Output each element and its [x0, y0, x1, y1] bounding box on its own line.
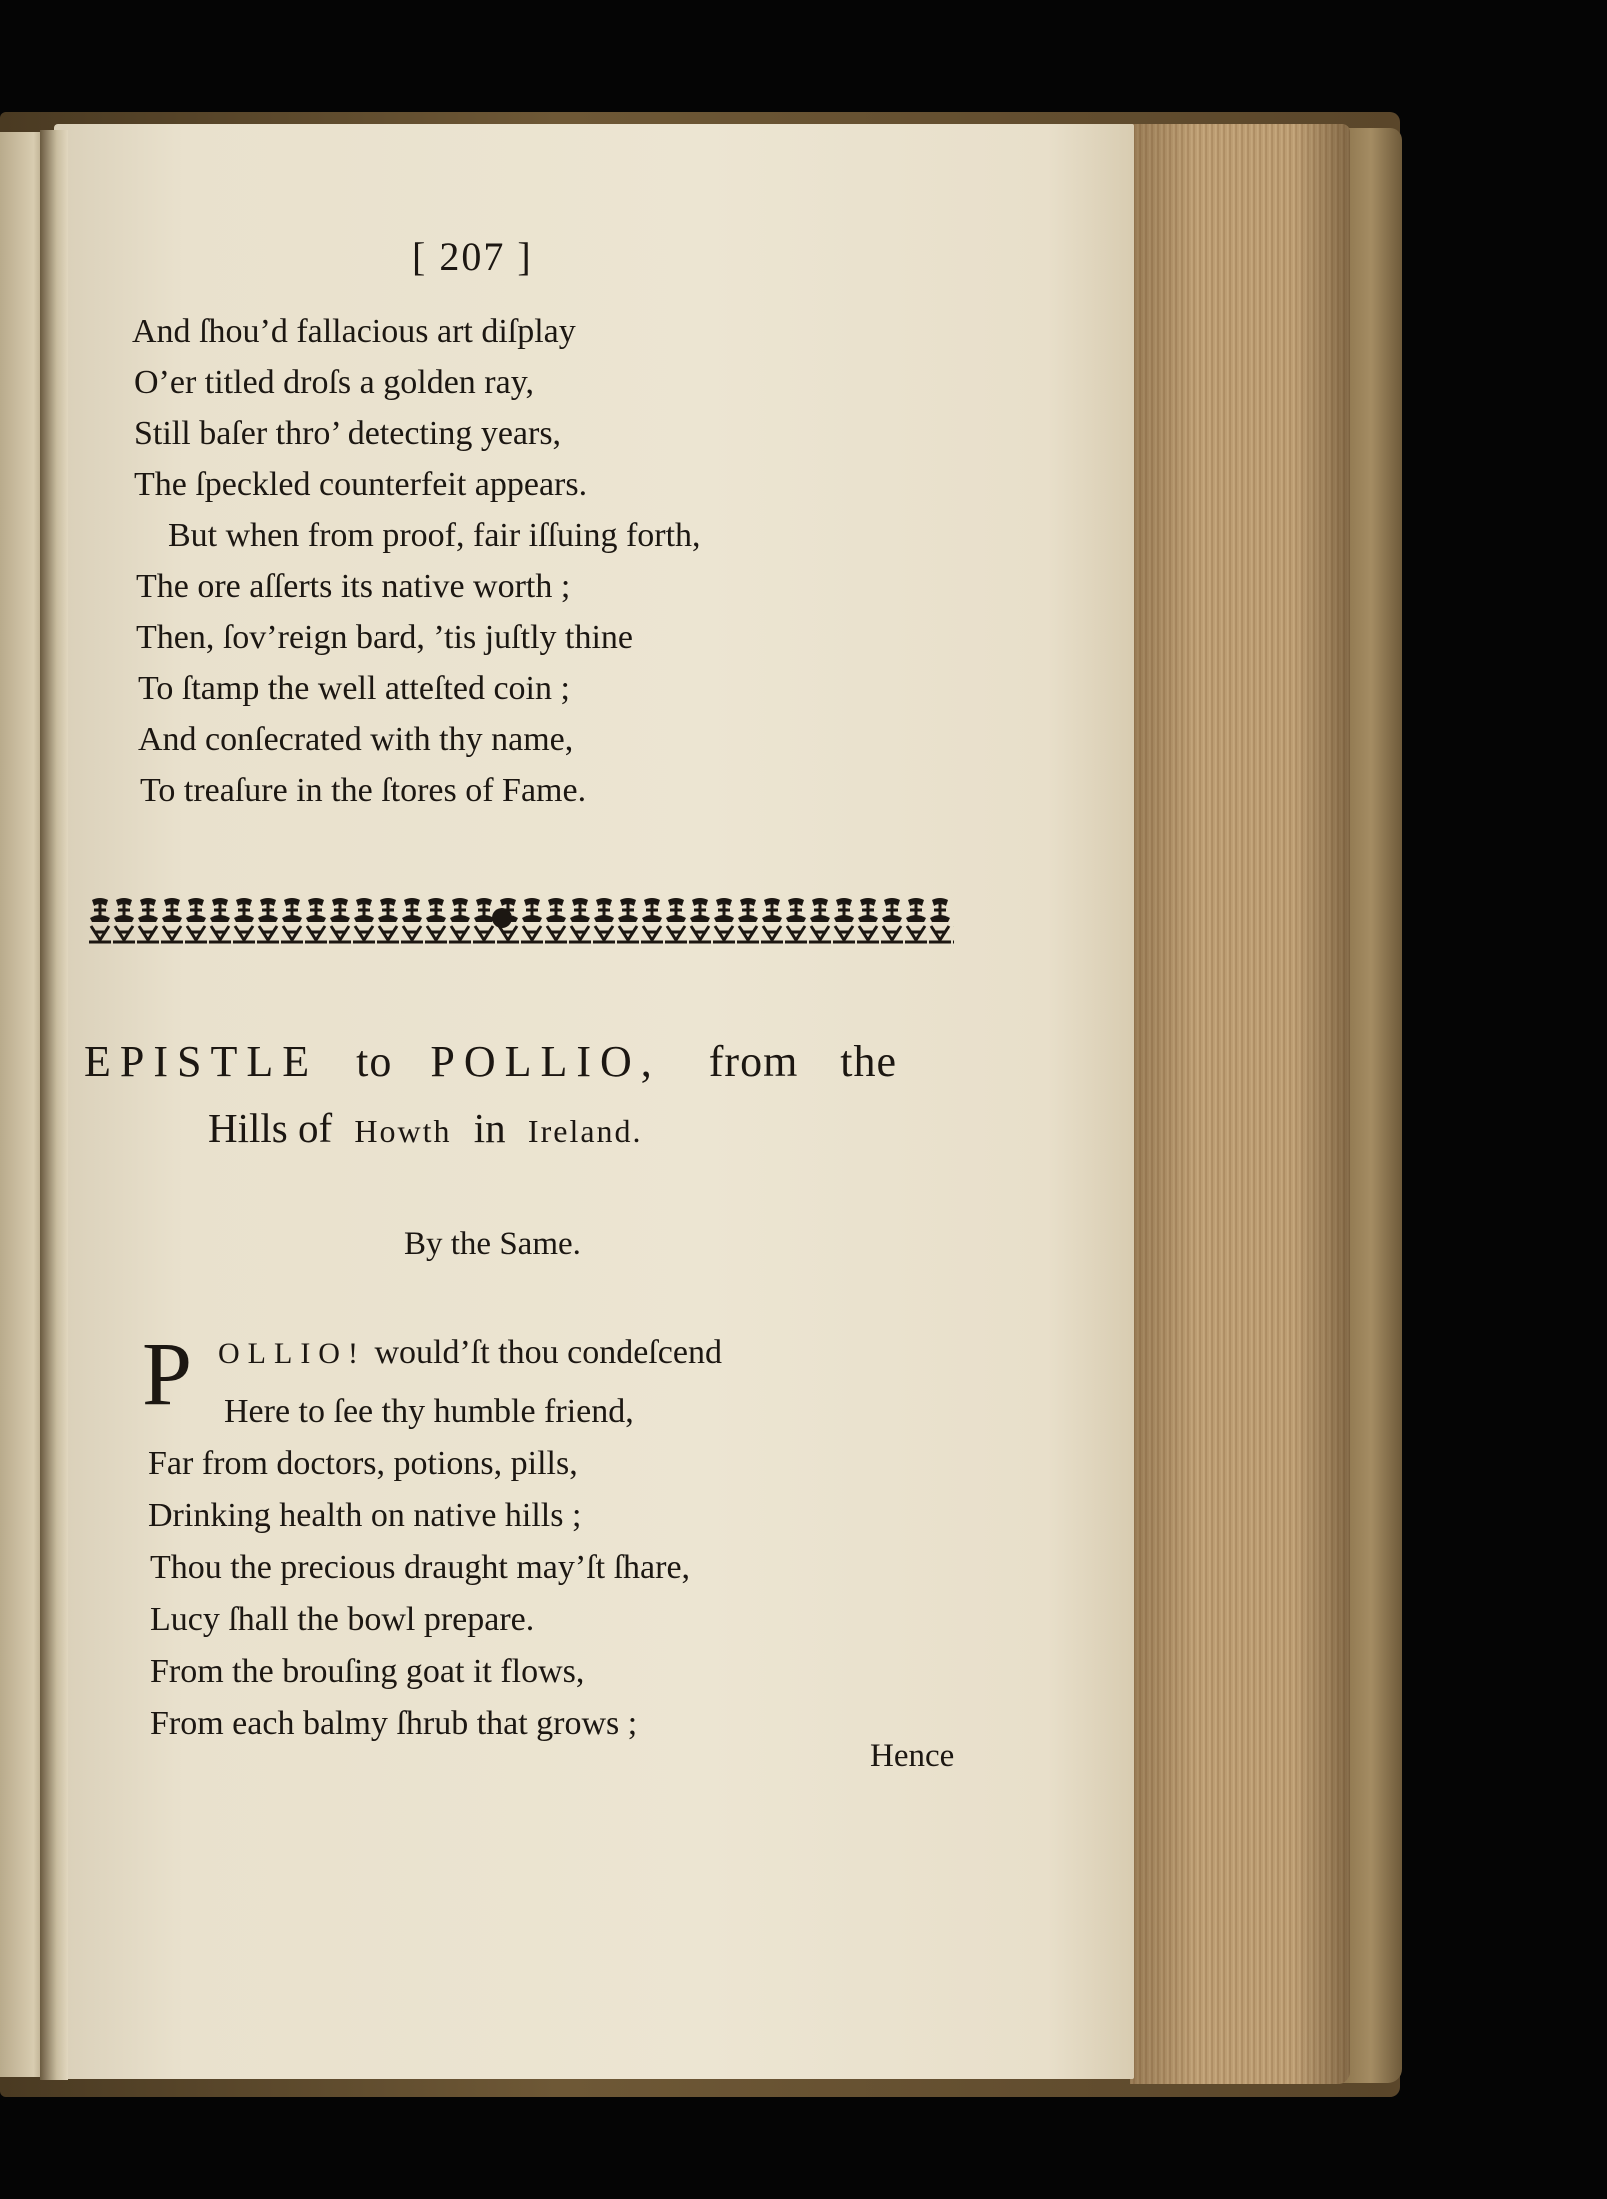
verse-line: But when from proof, fair iſſuing forth,	[168, 517, 701, 554]
verse-line: And ſhou’d fallacious art diſplay	[132, 313, 576, 350]
page-number: [ 207 ]	[412, 234, 533, 279]
verse-line: Here to ſee thy humble friend,	[224, 1393, 634, 1430]
page-gutter	[40, 130, 68, 2080]
drop-cap: P	[142, 1325, 193, 1424]
first-line-rest: would’ſt thou condeſcend	[374, 1334, 722, 1371]
verse-line: Lucy ſhall the bowl prepare.	[150, 1601, 535, 1638]
poem-title-line2	[208, 1104, 643, 1152]
verse-line: From the brouſing goat it flows,	[150, 1653, 585, 1690]
title-from-the: from the	[708, 1037, 898, 1086]
verse-line: To treaſure in the ſtores of Fame.	[140, 772, 587, 809]
poem-title	[84, 1036, 897, 1087]
title-hills-of: Hills of	[208, 1105, 333, 1151]
verse-line: Drinking health on native hills ;	[148, 1497, 582, 1534]
verse-line: O’er titled droſs a golden ray,	[134, 364, 534, 401]
verse-line: To ſtamp the well atteſted coin ;	[138, 670, 570, 707]
catchword: Hence	[870, 1738, 955, 1774]
verse-line: The ore aſſerts its native worth ;	[136, 568, 571, 605]
verse-line: The ſpeckled counterfeit appears.	[134, 466, 588, 503]
verse-line: And conſecrated with thy name,	[138, 721, 574, 758]
verse-line: Still baſer thro’ detecting years,	[134, 415, 562, 452]
ornament-divider	[88, 896, 954, 946]
verse-line: Far from doctors, potions, pills,	[148, 1445, 578, 1482]
first-line-caps: OLLIO!	[218, 1337, 366, 1370]
title-ireland: Ireland.	[527, 1113, 643, 1149]
title-epistle: EPISTLE	[84, 1037, 319, 1086]
verse-line: From each balmy ſhrub that grows ;	[150, 1705, 638, 1742]
title-pollio: POLLIO,	[430, 1037, 661, 1086]
title-howth: Howth	[354, 1113, 452, 1149]
page-stack-shade	[1130, 124, 1350, 2084]
verse-line: Then, ſov’reign bard, ’tis juſtly thine	[136, 619, 634, 656]
verse-line-first	[218, 1334, 722, 1372]
verse-line: Thou the precious draught may’ſt ſhare,	[150, 1549, 691, 1586]
byline: By the Same.	[404, 1226, 581, 1262]
title-to: to	[356, 1037, 393, 1086]
title-in: in	[473, 1105, 506, 1151]
